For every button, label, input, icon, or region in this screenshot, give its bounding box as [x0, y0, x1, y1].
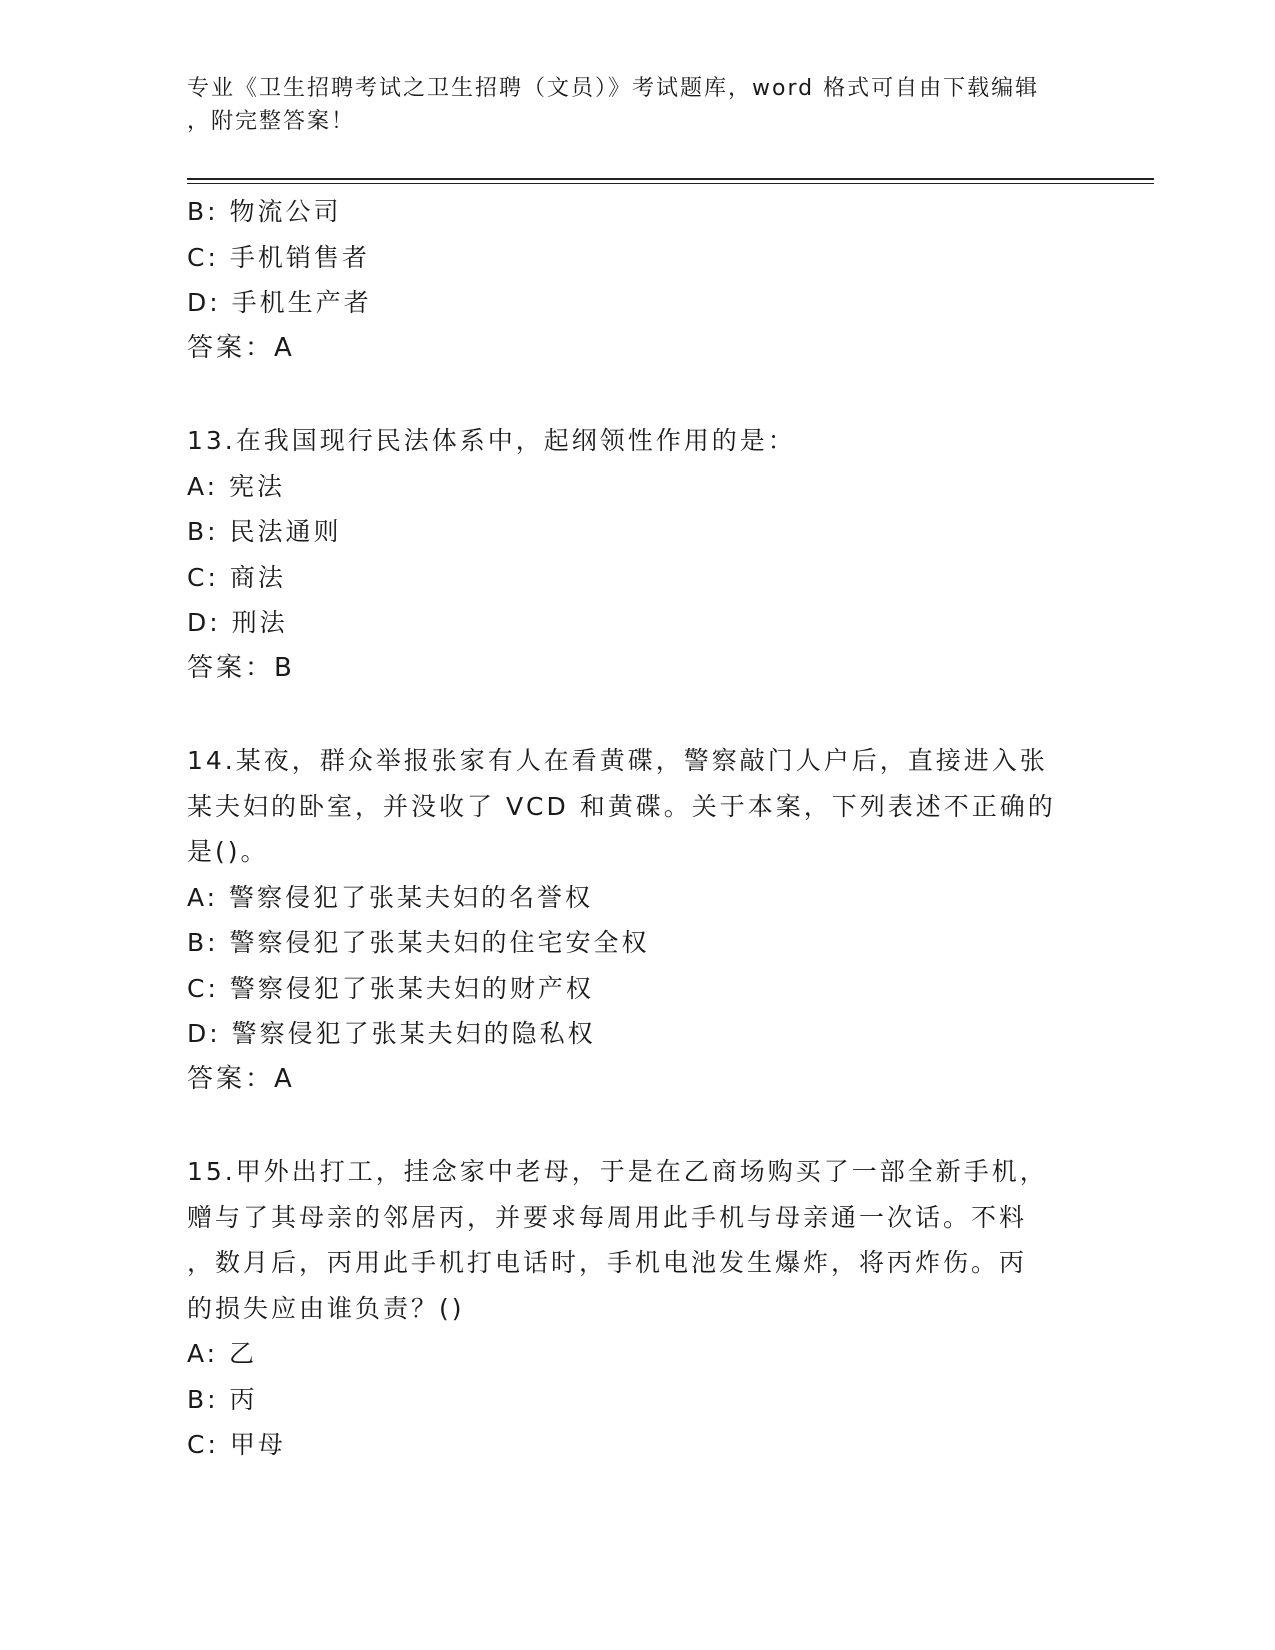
- q15-question-line-2: 赠与了其母亲的邻居丙，并要求每周用此手机与母亲通一次话。不料: [187, 1202, 1028, 1232]
- question-14-block: [187, 738, 1087, 1102]
- q13-option-a: A: 宪法: [187, 471, 286, 501]
- q12-option-c: C: 手机销售者: [187, 242, 370, 272]
- q14-option-b: B: 警察侵犯了张某夫妇的住宅安全权: [187, 928, 650, 957]
- q14-option-d: D: 警察侵犯了张某夫妇的隐私权: [187, 1019, 596, 1048]
- q15-option-b: B: 丙: [187, 1384, 258, 1414]
- q14-option-a: A: 警察侵犯了张某夫妇的名誉权: [187, 882, 594, 912]
- q13-option-b: B: 民法通则: [187, 517, 342, 546]
- spacer: [187, 1102, 1087, 1149]
- header-divider-thick: [187, 178, 1154, 180]
- q15-question-line-1: 15.甲外出打工，挂念家中老母，于是在乙商场购买了一部全新手机，: [187, 1157, 1048, 1186]
- header-divider-thin: [187, 183, 1154, 184]
- header-line-2: ，附完整答案！: [187, 109, 356, 134]
- q14-question-line-1: 14.某夜，群众举报张家有人在看黄碟，警察敲门人户后，直接进入张: [187, 746, 1048, 775]
- spacer: [187, 371, 1087, 418]
- question-13-block: [187, 418, 1087, 691]
- q14-question-line-2: 某夫妇的卧室，并没收了 VCD 和黄碟。关于本案，下列表述不正确的: [187, 791, 1056, 821]
- question-15-block: [187, 1149, 1087, 1468]
- q12-answer: 答案：A: [187, 332, 295, 363]
- question-12-block: [187, 189, 1087, 371]
- q15-question-line-3: ，数月后，丙用此手机打电话时，手机电池发生爆炸，将丙炸伤。丙: [187, 1248, 1028, 1277]
- q15-option-c: C: 甲母: [187, 1430, 286, 1459]
- q15-question-line-4: 的损失应由谁负责？(): [187, 1293, 465, 1323]
- header-line-1: 专业《卫生招聘考试之卫生招聘（文员）》考试题库，word 格式可自由下载编辑: [187, 76, 1040, 101]
- q14-question-line-3: 是()。: [187, 837, 269, 866]
- q14-option-c: C: 警察侵犯了张某夫妇的财产权: [187, 973, 594, 1003]
- q13-option-c: C: 商法: [187, 562, 286, 592]
- q14-answer: 答案：A: [187, 1063, 295, 1094]
- q13-question: 13.在我国现行民法体系中，起纲领性作用的是：: [187, 426, 796, 455]
- q15-option-a: A: 乙: [187, 1339, 258, 1368]
- q13-answer: 答案：B: [187, 652, 295, 683]
- document-header: [187, 72, 1067, 138]
- spacer: [187, 691, 1087, 738]
- q13-option-d: D: 刑法: [187, 608, 288, 637]
- q12-option-b: B: 物流公司: [187, 197, 342, 226]
- q12-option-d: D: 手机生产者: [187, 288, 372, 317]
- document-body: [187, 189, 1087, 1468]
